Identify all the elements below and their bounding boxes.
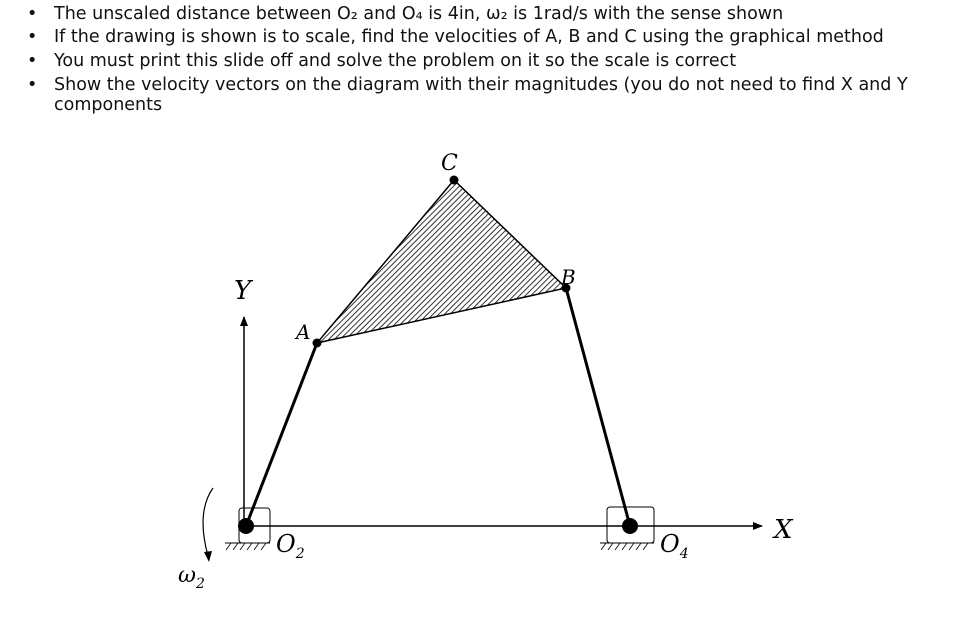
label-c: C [441, 151, 458, 176]
bullet-dot: • [27, 75, 38, 95]
instruction-text: The unscaled distance between O₂ and O₄ is 4in, ω₂ is 1rad/s with the sense shown [54, 4, 784, 24]
label-o2: $O_2$ [276, 530, 305, 562]
label-a: A [296, 320, 311, 344]
omega2-arrowhead [204, 551, 212, 562]
coupler-link-triangle [317, 180, 566, 343]
joint-a [313, 339, 322, 348]
joint-o4 [622, 518, 638, 534]
instruction-text: Show the velocity vectors on the diagram with their magnitudes (you do not need to find X and Y [54, 75, 908, 95]
bullet-dot: • [27, 51, 38, 71]
bullet-dot: • [27, 4, 38, 24]
bullet-dot: • [27, 27, 38, 47]
instruction-continuation: components [54, 95, 163, 115]
joint-c [450, 176, 459, 185]
joint-o2 [238, 518, 254, 534]
crank-link-o2a [246, 343, 317, 526]
label-y: Y [234, 276, 252, 306]
label-o4: $O_4$ [660, 530, 689, 562]
label-omega2: $\omega_2$ [178, 563, 205, 592]
instruction-text: If the drawing is shown is to scale, find the velocities of A, B and C using the graphical method [54, 27, 884, 47]
rocker-link-o4b [566, 288, 630, 526]
omega2-rotation-arrow [203, 488, 213, 556]
instruction-text: You must print this slide off and solve the problem on it so the scale is correct [54, 51, 737, 71]
label-b: B [561, 265, 576, 289]
label-x: X [774, 515, 793, 545]
